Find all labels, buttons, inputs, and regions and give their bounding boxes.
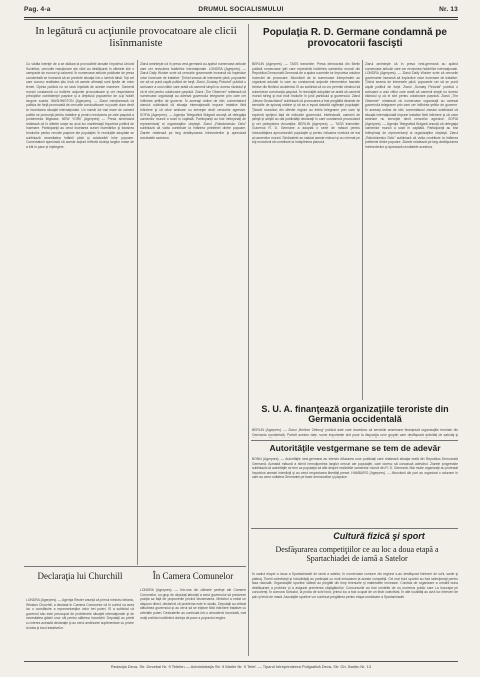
right-mid-divider — [251, 440, 458, 441]
footer-rule — [24, 661, 458, 662]
article-body-provocatoare: Cu vădita intenţie de a se alătura la provocările lansate împotriva Uniunii Sovietice, cercurile reacţionare ale clicii au desfăşurat în ultimele zile o campanie de zvonuri şi calomnii. În numeroase articole publicate de presa occidentală se încearcă să se prezinte situaţia într-o lumină falsă. Toţi cei care cunosc realitatea ştiu însă că aceste afirmaţii sunt lipsite de orice temei. Opinia publică nu se lasă înşelată de aceste manevre. Oamenii muncii condamnă cu hotărîre acţiunile provocatoare şi cer respectarea principiilor coexistenţei paşnice şi a dreptului popoarelor de a-şi hotărî singure soarta. WASHINGTON (Agerpres). — Ziarul menţionează că politica de forţă promovată de cercurile conducătoare nu poate duce decît la încordarea situaţiei internaţionale. Un număr tot mai mare de oameni politici se pronunţă pentru tratative şi pentru rezolvarea pe cale paşnică a problemelor litigioase. NEW YORK (Agerpres) — Presa americană relatează că în diferite oraşe au avut loc manifestaţii împotriva politicii de înarmare. Participanţii au cerut încetarea cursei înarmărilor şi folosirea fondurilor pentru nevoile paşnice ale populaţiei. În rezoluţiile adoptate se subliniază necesitatea întăririi păcii şi colaborării între popoare. Comentatorii apreciază că aceste acţiuni reflectă dorinţa largilor mase de a trăi în pace şi înţelegere. — [26, 62, 134, 149]
left-bottom-divider — [24, 566, 246, 567]
left-column-divider — [137, 60, 138, 565]
article-headline-sport: Cultură fizică şi sport — [333, 531, 425, 541]
article-body-sua-finanteaza: BERLIN (Agerpres). — Ziarul „Berliner Zeitung” publică date care dovedesc că serviciile americane finanţează organizaţiile teroriste din Germania occidentală. Potrivit acestor date, sume importante sînt puse la dispoziţia unor grupări care desfăşoară activităţi de sabotaj şi — [252, 428, 458, 437]
article-body-camera-comunelor: LONDRA (Agerpres). — Într-una din ultimele şedinţe ale Camerei Comunelor, un grup de deputaţi laburişti a cerut guvernului să precizeze poziţia sa faţă de propunerile privind dezarmarea. Ministrul a evitat un răspuns direct, declarînd că problema este în studiu. Deputaţii au criticat atitudinea guvernului şi au cerut să se iniţieze fără întîrziere tratative cu celelalte puteri. Dezbaterile au continuat într-o atmosferă încordată, mai mulţi vorbitori subliniind dorinţa de pace a poporului englez. — [140, 588, 246, 620]
right-lower-divider — [251, 528, 458, 529]
article-headline-rd-germane: Populaţia R. D. Germane condamnă pe provocatorii fascişti — [263, 27, 447, 49]
article-body-sport: În cadrul etapei a doua a Spartachiadei de iarnă a satelor, în numeroase comune din regiune s-au desfăşurat întreceri de schi, sanie şi patinaj. Tinerii colectivişti şi întovărăşiţi au participat cu mult entuziasm la aceste competiţii. Cei mai buni sportivi au fost selecţionaţi pentru faza raională. Organizaţiile sportive sătești au pregătit din timp terenurile şi materialele necesare. Comisia de organizare a urmărit buna desfăşurare a probelor şi a asigurat premierea câştigătorilor. Concursurile au fost urmărite de un numeros public care i-a încurajat pe concurenţi. În comuna Sohodol, la proba de schi fond, primul loc a fost ocupat de un tînăr colectivist. În alte localităţi au avut loc întreceri de şah şi tenis de masă. Asociaţiile sportive vor continua pregătirea pentru etapa următoare a Spartachiadei. — [252, 572, 458, 599]
article-body-column-two: Ziarul aminteşte că în presa vest-germană au apărut numeroase articole care cer revizuirea hotărîrilor internaţionale. LONDRA (Agerpres). — Ziarul Daily Worker scrie că cercurile guvernante încearcă să împiedice orice încercare de tratative. Ţinînd seama de interesele păcii, popoarele cer să se pună capăt politicii de forţă. Ziarul „Sunday Pictorial” publică o scrisoare a unui cititor care arată că oamenii simpli nu doresc războiul şi că ei sînt pentru colaborare paşnică. Ziarul „The Observer” relatează că numeroase organizaţii au adresat guvernului telegrame prin care cer întîlnirea şefilor de guverne. În aceeaşi ordine de idei, comentatorul ziarului subliniază că situaţia internaţională impune tratative fără întîrziere şi că orice amînare nu serveşte decît cercurilor agresive. SOFIA (Agerpres). — Agenţia Telegrafică Bulgară anunţă că delegaţia oamenilor muncii a sosit în capitală. Participanţii au fost întîmpinaţi de reprezentanţi ai organizaţiilor obşteşti. Ziarul „Rabotnicesko Delo” subliniază că vizita contribuie la întărirea prieteniei dintre popoare. Ziarele relatează pe larg desfăşurarea întrevederilor şi apreciază rezultatele acestora. — [140, 62, 246, 140]
header-rule-thin — [24, 19, 458, 20]
article-headline-churchill: Declaraţia lui Churchill — [37, 571, 123, 581]
right-column-divider — [362, 60, 363, 400]
page-number: Pag. 4-a — [24, 6, 51, 13]
center-column-divider — [248, 24, 249, 656]
article-body-churchill: LONDRA (Agerpres). — Agenţia Reuter anunţă că primul ministru britanic, Winston Churchill, a declarat în Camera Comunelor că în curînd va avea loc o consfătuire a reprezentanţilor celor trei puteri. El a subliniat că guvernul său este preocupat de problemele situaţiei internaţionale şi de necesitatea găsirii unor căi pentru slăbirea încordării. Deputaţii au primit cu interes această declaraţie şi au cerut amănunte suplimentare cu privire la data şi locul tratativelor. — [26, 598, 134, 630]
article-headline-sua-finanteaza: S. U. A. finanţează organizaţiile teroriste din Germania occidentală — [261, 404, 449, 424]
article-body-rd-germane: BERLIN (Agerpres). — TASS transmite: Presa democrată din Berlin publică numeroase ştiri care reprezintă hotărîrea oamenilor muncii din Republica Democrată Germană de a apăra cuceririle lor împotriva oricăror încercări de provocare. Muncitorii de la numeroase întreprinderi au organizat adunări în care au condamnat acţiunile elementelor fasciste trimise din Berlinul occidental. Ei au subliniat că nu vor permite nimănui să submineze construcţia paşnică. În rezoluţiile adoptate se arată că oamenii muncii strîng şi mai mult rîndurile în jurul partidului şi guvernului. Ziarul „Neues Deutschland” subliniază că provocarea a fost pregătită dinainte de serviciile de spionaj străine şi că ea a eşuat datorită vigilenţei populaţiei. Ţăranii muncitori din diferite regiuni au trimis telegrame prin care îşi exprimă sprijinul faţă de măsurile guvernului. Intelectualii, oamenii de ştiinţă şi artiştii au dat publicităţii declaraţii în care condamnă provocatorii şi cer pedepsirea vinovaţilor. BERLIN (Agerpres). — TASS transmite: Guvernul R. D. Germane a adoptat o serie de măsuri pentru îmbunătăţirea aprovizionării populaţiei şi pentru ridicarea nivelului de trai al oamenilor muncii. Sindicatele au salutat aceste măsuri şi au chemat pe toţi muncitorii să contribuie la îndeplinirea planului. — [252, 62, 360, 145]
article-headline-provocatoare: In legătură cu acţiunile provocatoare ale clicii lisînmaniste — [35, 25, 237, 49]
article-subhead-spartachiada: Desfăşurarea competiţiilor ce au loc a doua etapă a Spartachiadei de iarnă a Satelor — [275, 545, 439, 563]
article-headline-camera-comunelor: În Camera Comunelor — [152, 571, 234, 581]
article-headline-autoritatile-vestgermane: Autorităţile vestgermane se tem de adevăr — [269, 443, 441, 453]
article-body-rd-germane-continued: Ziarul aminteşte că în presa vest-germană au apărut numeroase articole care cer revizuirea hotărîrilor internaţionale. LONDRA (Agerpres). — Ziarul Daily Worker scrie că cercurile guvernante încearcă să împiedice orice încercare de tratative. Ţinînd seama de interesele păcii, popoarele cer să se pună capăt politicii de forţă. Ziarul „Sunday Pictorial” publică o scrisoare a unui cititor care arată că oamenii simpli nu doresc războiul şi că ei sînt pentru colaborare paşnică. Ziarul „The Observer” relatează că numeroase organizaţii au adresat guvernului telegrame prin care cer întîlnirea şefilor de guverne. În aceeaşi ordine de idei, comentatorul ziarului subliniază că situaţia internaţională impune tratative fără întîrziere şi că orice amînare nu serveşte decît cercurilor agresive. SOFIA (Agerpres). — Agenţia Telegrafică Bulgară anunţă că delegaţia oamenilor muncii a sosit în capitală. Participanţii au fost întîmpinaţi de reprezentanţi ai organizaţiilor obşteşti. Ziarul „Rabotnicesko Delo” subliniază că vizita contribuie la întărirea prieteniei dintre popoare. Ziarele relatează pe larg desfăşurarea întrevederilor şi apreciază rezultatele acestora. — [365, 62, 458, 149]
issue-number: Nr. 13 — [439, 6, 458, 13]
header-rule — [24, 17, 458, 18]
masthead: DRUMUL SOCIALISMULUI — [198, 6, 284, 13]
article-body-autoritatile-vestgermane: BONN (Agerpres). — Autorităţile vest-germane au interzis difuzarea unor publicaţii care relatează situaţia reală din Republica Democrată Germană. Această măsură a stîrnit nemulţumirea largilor cercuri ale populaţiei, care doresc să cunoască adevărul. Ziarele progresiste subliniază că autorităţile se tem ca populaţia să afle despre realizările oamenilor muncii din R. D. Germană. Mai multe organizaţii au protestat împotriva acestei interdicţii şi au cerut respectarea libertăţii presei. HAMBURG (Agerpres). — Muncitorii din port au organizat o adunare în care au cerut unitatea Germaniei pe baze democratice şi paşnice. — [252, 457, 458, 480]
footer-imprint: Redacţia Deva, Str. Decebal Nr. 9 Telefon — Administraţia Str. 9 Martie Nr. 9 Telef. — Tiparul întreprinderea Poligrafică Deva, Str. Gh. Barițiu Nr. 13 — [110, 664, 372, 669]
